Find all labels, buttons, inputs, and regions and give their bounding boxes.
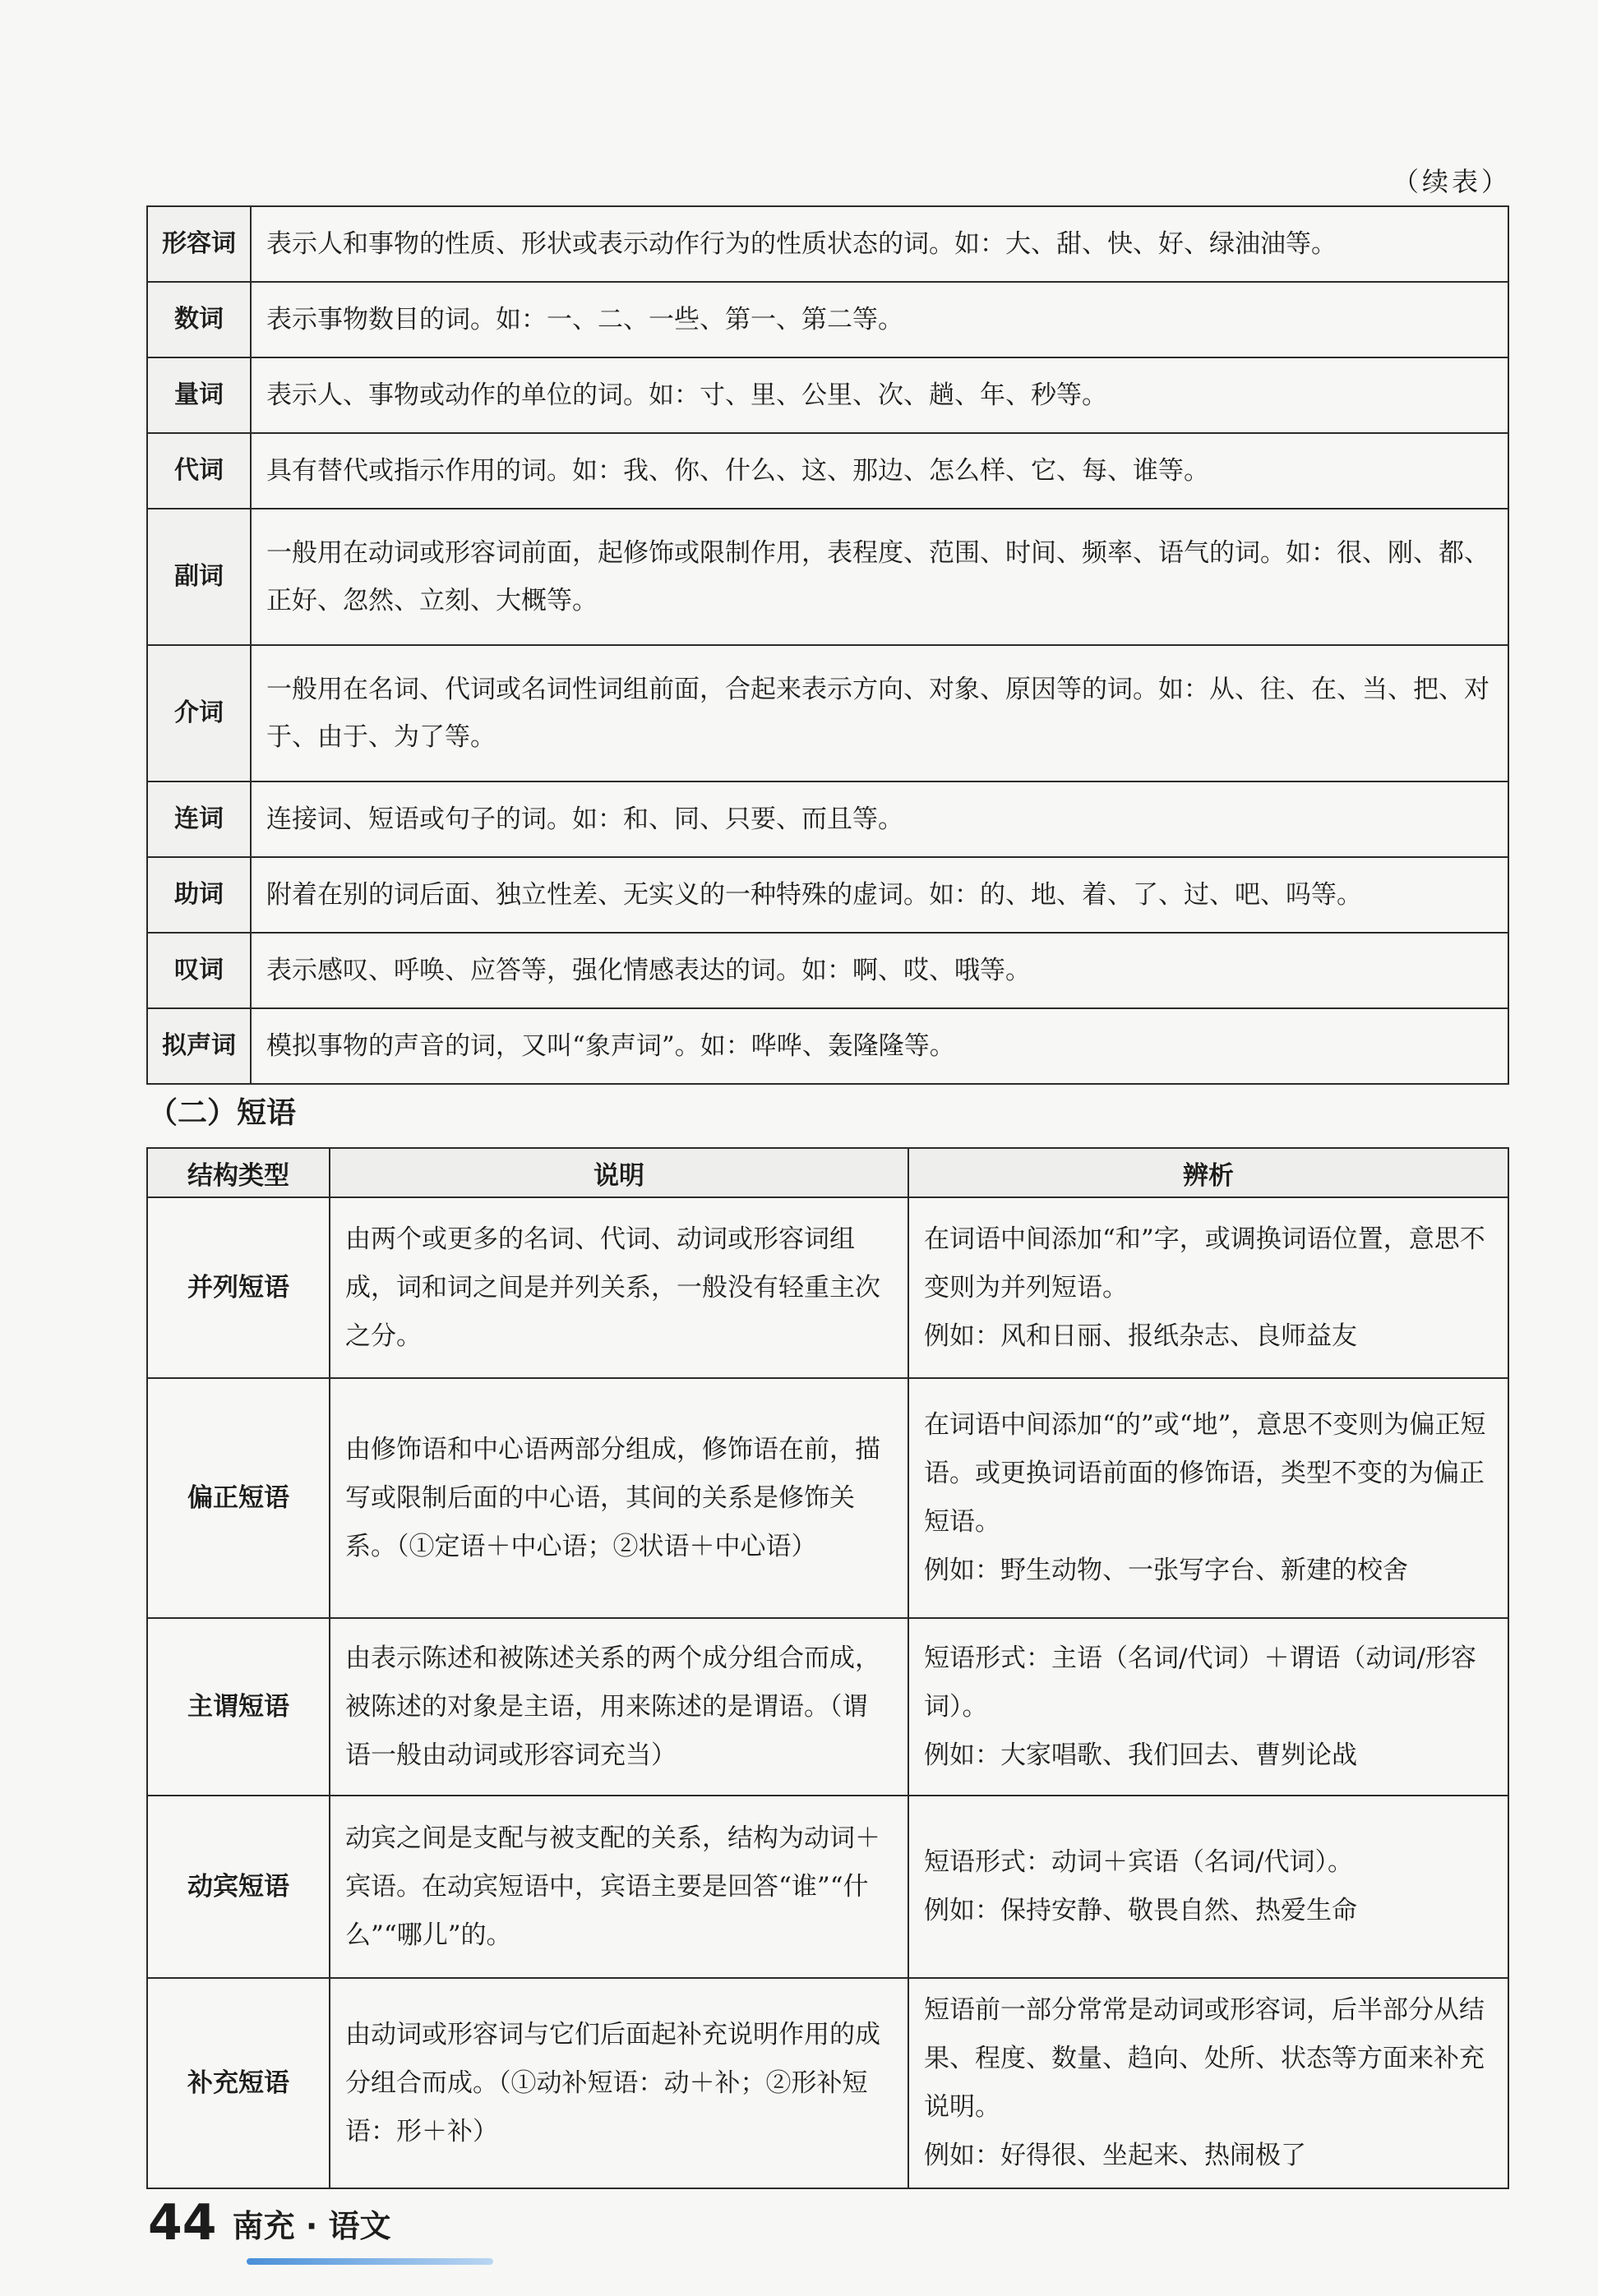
pos-name: 形容词 (147, 206, 251, 282)
analysis-example: 例如：风和日丽、报纸杂志、良师益友 (924, 1321, 1357, 1351)
phrase-type: 并列短语 (147, 1197, 330, 1378)
pos-name: 介词 (147, 645, 251, 781)
phrase-type: 主谓短语 (147, 1618, 330, 1796)
section-heading: （二）短语 (148, 1096, 297, 1130)
pos-name: 拟声词 (147, 1008, 251, 1084)
table-row (147, 933, 1508, 1008)
phrase-description: 由两个或更多的名词、代词、动词或形容词组成，词和词之间是并列关系，一般没有轻重主次之分。 (330, 1197, 908, 1378)
table-header-row (147, 1148, 1508, 1197)
table-row (147, 1378, 1508, 1618)
phrase-analysis (908, 1796, 1508, 1978)
table-row (147, 857, 1508, 933)
page-footer (148, 2194, 391, 2252)
phrase-description: 由表示陈述和被陈述关系的两个成分组合而成，被陈述的对象是主语，用来陈述的是谓语。（谓语一般由动词或形容词充当） (330, 1618, 908, 1796)
pos-name: 叹词 (147, 933, 251, 1008)
analysis-text: 短语形式：动词＋宾语（名词/代词）。 (924, 1847, 1353, 1877)
table-row (147, 1618, 1508, 1796)
pos-desc: 连接词、短语或句子的词。如：和、同、只要、而且等。 (251, 781, 1508, 857)
pos-desc: 表示事物数目的词。如：一、二、一些、第一、第二等。 (251, 282, 1508, 357)
phrase-analysis (908, 1618, 1508, 1796)
pos-desc: 一般用在名词、代词或名词性词组前面，合起来表示方向、对象、原因等的词。如：从、往、在、当、把、对于、由于、为了等。 (251, 645, 1508, 781)
pos-name: 代词 (147, 433, 251, 509)
phrase-analysis (908, 1978, 1508, 2188)
pos-name: 量词 (147, 357, 251, 433)
pos-name: 助词 (147, 857, 251, 933)
analysis-text: 短语前一部分常常是动词或形容词，后半部分从结果、程度、数量、趋向、处所、状态等方面来补充说明。 (924, 1995, 1485, 2122)
analysis-example: 例如：保持安静、敬畏自然、热爱生命 (924, 1896, 1357, 1925)
phrase-description: 由动词或形容词与它们后面起补充说明作用的成分组合而成。（①动补短语：动＋补；②形补短语：形＋补） (330, 1978, 908, 2188)
phrase-type: 补充短语 (147, 1978, 330, 2188)
header-description: 说明 (330, 1148, 908, 1197)
footer-accent-bar (247, 2258, 493, 2265)
table-row (147, 1796, 1508, 1978)
pos-desc: 表示人和事物的性质、形状或表示动作行为的性质状态的词。如：大、甜、快、好、绿油油等。 (251, 206, 1508, 282)
phrase-description: 动宾之间是支配与被支配的关系，结构为动词＋宾语。在动宾短语中，宾语主要是回答“谁”“什么”“哪儿”的。 (330, 1796, 908, 1978)
header-analysis: 辨析 (908, 1148, 1508, 1197)
pos-desc: 表示感叹、呼唤、应答等，强化情感表达的词。如：啊、哎、哦等。 (251, 933, 1508, 1008)
pos-desc: 模拟事物的声音的词，又叫“象声词”。如：哗哗、轰隆隆等。 (251, 1008, 1508, 1084)
analysis-text: 在词语中间添加“的”或“地”，意思不变则为偏正短语。或更换词语前面的修饰语，类型不变的为偏正短语。 (924, 1410, 1486, 1537)
page-number: 44 (148, 2194, 217, 2252)
phrase-type: 动宾短语 (147, 1796, 330, 1978)
analysis-example: 例如：好得很、坐起来、热闹极了 (924, 2141, 1306, 2170)
phrase-type: 偏正短语 (147, 1378, 330, 1618)
analysis-example: 例如：大家唱歌、我们回去、曹刿论战 (924, 1740, 1357, 1770)
table-row (147, 1978, 1508, 2188)
header-type: 结构类型 (147, 1148, 330, 1197)
pos-desc: 具有替代或指示作用的词。如：我、你、什么、这、那边、怎么样、它、每、谁等。 (251, 433, 1508, 509)
table-row (147, 781, 1508, 857)
table-row (147, 1008, 1508, 1084)
continued-label: （续表） (1392, 166, 1511, 197)
table-row (147, 1197, 1508, 1378)
pos-desc: 一般用在动词或形容词前面，起修饰或限制作用，表程度、范围、时间、频率、语气的词。如：很、刚、都、正好、忽然、立刻、大概等。 (251, 509, 1508, 645)
parts-of-speech-table (146, 205, 1509, 1085)
analysis-text: 短语形式：主语（名词/代词）＋谓语（动词/形容词）。 (924, 1643, 1476, 1722)
pos-desc: 附着在别的词后面、独立性差、无实义的一种特殊的虚词。如：的、地、着、了、过、吧、吗等。 (251, 857, 1508, 933)
table-row (147, 282, 1508, 357)
table-row (147, 645, 1508, 781)
phrase-analysis (908, 1378, 1508, 1618)
running-head: 南充 · 语文 (232, 2207, 391, 2244)
pos-name: 连词 (147, 781, 251, 857)
phrase-description: 由修饰语和中心语两部分组成，修饰语在前，描写或限制后面的中心语，其间的关系是修饰关系。（①定语＋中心语；②状语＋中心语） (330, 1378, 908, 1618)
pos-desc: 表示人、事物或动作的单位的词。如：寸、里、公里、次、趟、年、秒等。 (251, 357, 1508, 433)
phrase-analysis (908, 1197, 1508, 1378)
table-row (147, 509, 1508, 645)
pos-name: 数词 (147, 282, 251, 357)
analysis-text: 在词语中间添加“和”字，或调换词语位置，意思不变则为并列短语。 (924, 1224, 1485, 1302)
table-row (147, 357, 1508, 433)
phrase-structure-table (146, 1147, 1509, 2189)
analysis-example: 例如：野生动物、一张写字台、新建的校舍 (924, 1556, 1408, 1585)
pos-name: 副词 (147, 509, 251, 645)
table-row (147, 433, 1508, 509)
table-row (147, 206, 1508, 282)
